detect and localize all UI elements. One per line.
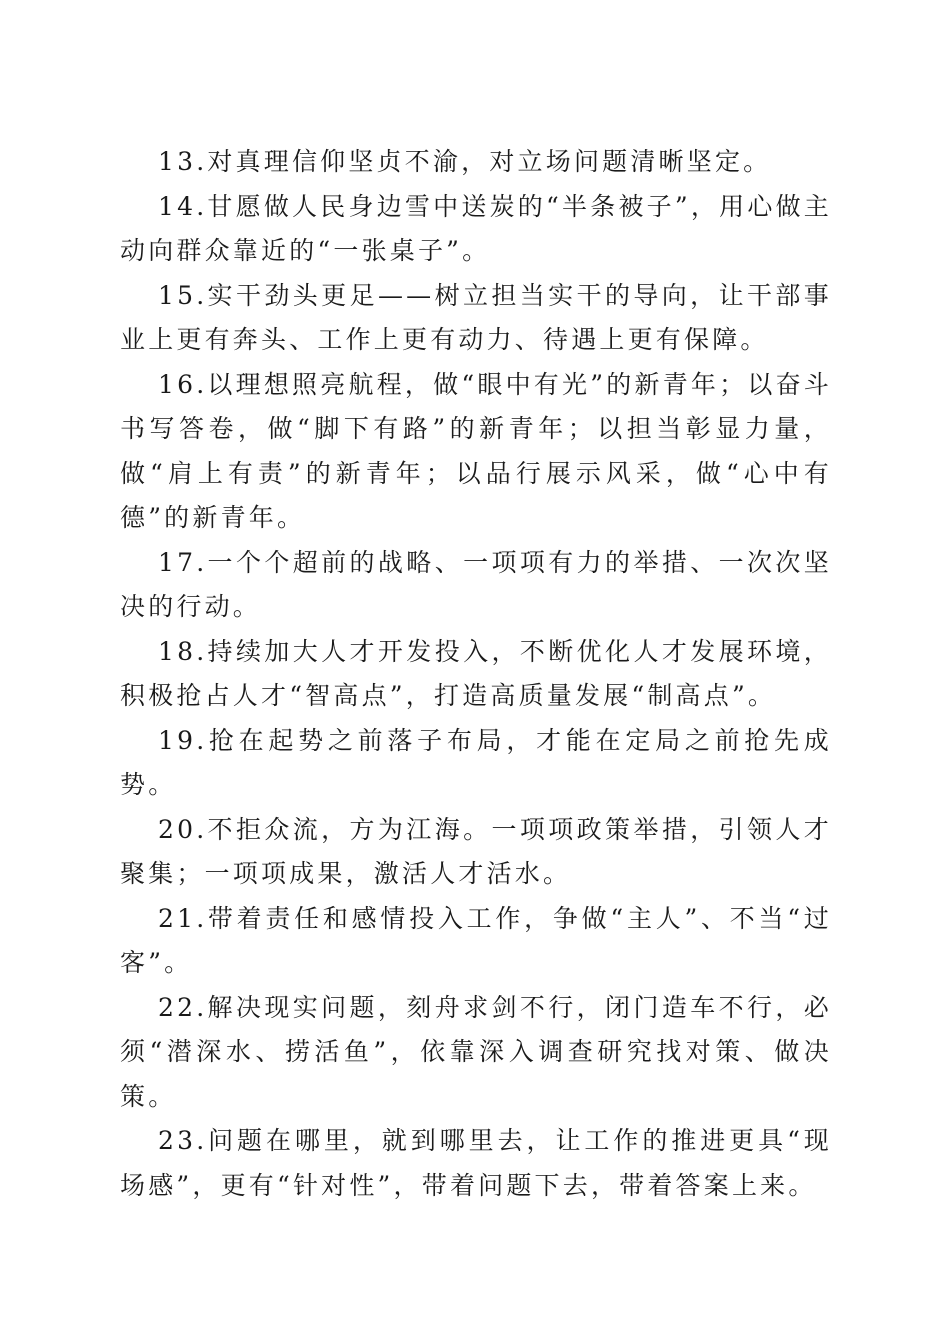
paragraph-20: 20.不拒众流，方为江海。一项项政策举措，引领人才聚集；一项项成果，激活人才活水。 — [120, 814, 832, 888]
paragraph-18: 18.持续加大人才开发投入，不断优化人才发展环境，积极抢占人才“智高点”，打造高质量发展“制高点”。 — [120, 636, 832, 710]
document-body — [120, 140, 832, 1208]
paragraph-14: 14.甘愿做人民身边雪中送炭的“半条被子”，用心做主动向群众靠近的“一张桌子”。 — [120, 191, 832, 265]
paragraph-23: 23.问题在哪里，就到哪里去，让工作的推进更具“现场感”，更有“针对性”，带着问题下去，带着答案上来。 — [120, 1126, 832, 1200]
paragraph-13: 13.对真理信仰坚贞不渝，对立场问题清晰坚定。 — [158, 147, 772, 176]
paragraph-16: 16.以理想照亮航程，做“眼中有光”的新青年；以奋斗书写答卷，做“脚下有路”的新青年；以担当彰显力量，做“肩上有责”的新青年；以品行展示风采，做“心中有德”的新青年。 — [120, 369, 832, 532]
paragraph-19: 19.抢在起势之前落子布局，才能在定局之前抢先成势。 — [120, 725, 832, 799]
paragraph-21: 21.带着责任和感情投入工作，争做“主人”、不当“过客”。 — [120, 903, 832, 977]
paragraph-22: 22.解决现实问题，刻舟求剑不行，闭门造车不行，必须“潜深水、捞活鱼”，依靠深入调查研究找对策、做决策。 — [120, 992, 832, 1111]
paragraph-15: 15.实干劲头更足——树立担当实干的导向，让干部事业上更有奔头、工作上更有动力、待遇上更有保障。 — [120, 280, 832, 354]
paragraph-17: 17.一个个超前的战略、一项项有力的举措、一次次坚决的行动。 — [120, 547, 832, 621]
